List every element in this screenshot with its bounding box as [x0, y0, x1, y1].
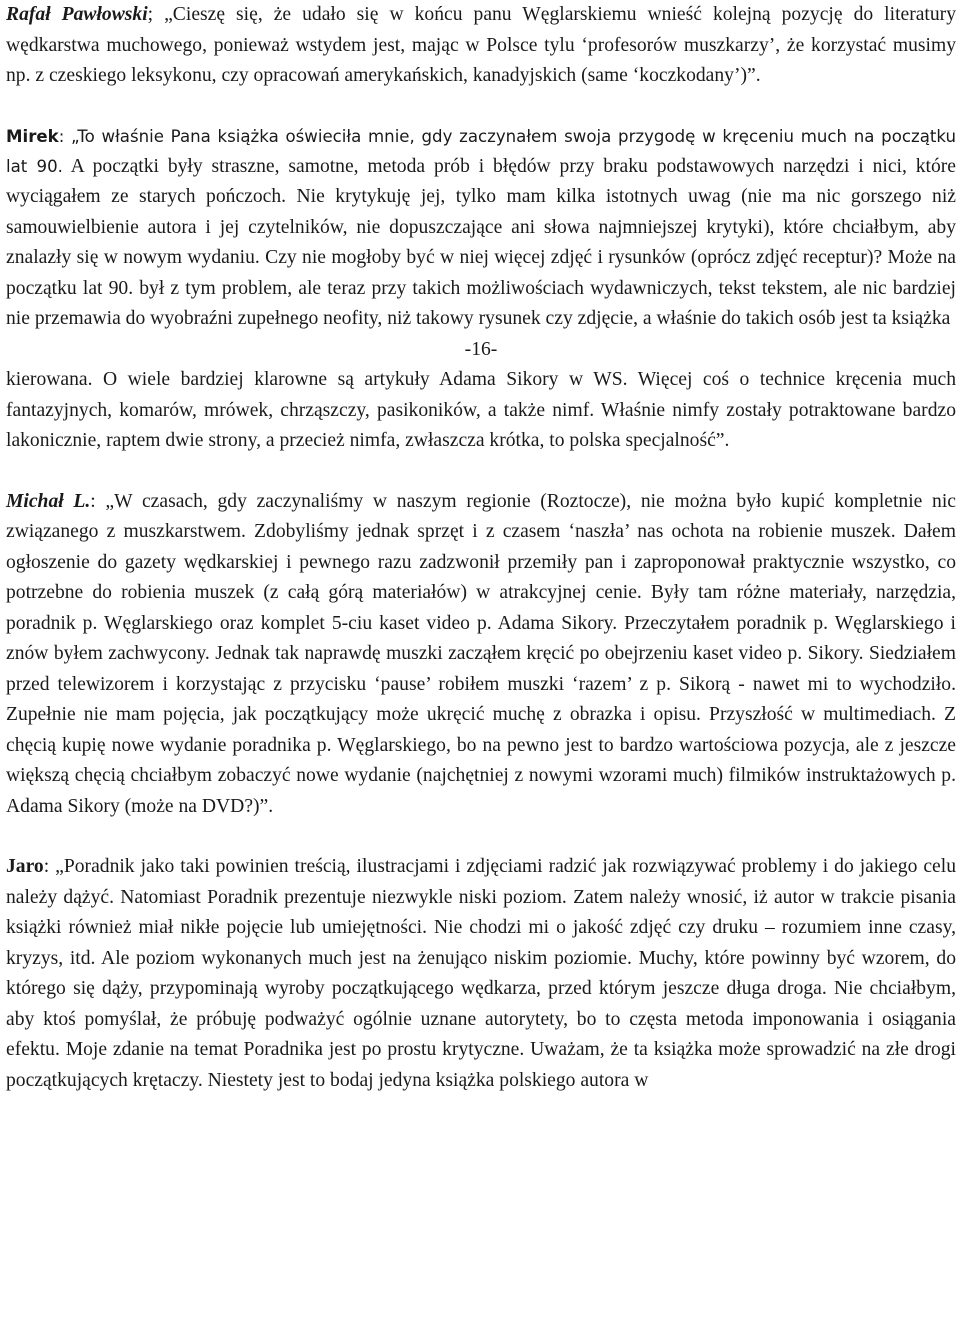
document-page: [6, 0, 956, 1096]
paragraph-text-sans: : „To właśnie Pana książka oświeciła mnie, gdy zaczynałem swoja przygodę w kręceniu much na początku lat 90.: [6, 126, 956, 176]
paragraph-text: kierowana. O wiele bardziej klarowne są artykuły Adama Sikory w WS. Więcej coś o technice kręcenia much fantazyjnych, komarów, mrówek, chrząszczy, pasikoników, a także nimf. Właśnie nimfy zostały potraktowane bardzo lakonicznie, raptem dwie strony, a przecież nimfa, zwłaszcza krótka, to polska specjalność”.: [6, 369, 956, 452]
paragraph-mirek-continued: [6, 365, 956, 457]
speaker-name: Rafał Pawłowski: [6, 4, 148, 25]
paragraph-michal: [6, 487, 956, 823]
paragraph-mirek: [6, 122, 956, 335]
speaker-name: Jaro: [6, 856, 44, 878]
paragraph-text: ; „Cieszę się, że udało się w końcu panu Węglarskiemu wnieść kolejną pozycję do literatury wędkarstwa muchowego, ponieważ wstydem jest, mając w Polsce tylu ‘profesorów muszkarzy’, że korzystać musimy np. z czeskiego leksykonu, czy opracowań amerykańskich, kanadyjskich (same ‘koczkodany’)”.: [6, 4, 956, 86]
page-number: -16-: [464, 338, 498, 360]
paragraph-jaro: [6, 852, 956, 1096]
paragraph-text: : „Poradnik jako taki powinien treścią, ilustracjami i zdjęciami radzić jak rozwiązywać problemy i do jakiego celu należy dążyć. Natomiast Poradnik prezentuje niezwykle niski poziom. Zatem należy wnosić, iż autor w trakcie pisania książki również miał nikłe pojęcie lub umiejętności. Nie chodzi mi o jakość zdjęć czy druku – rozumiem inne czasy, kryzys, itd. Ale poziom wykonanych much jest na żenująco niskim poziomie. Muchy, które powinny być wzorem, do którego się dąży, przypominają wyroby początkującego wędkarza, przed którym jeszcze długa droga. Nie chciałbym, aby ktoś pomyślał, że próbuję podważyć ogólnie uznane autorytety, bo to częsta metoda imponowania i osiągania efektu. Moje zdanie na temat Poradnika jest po prostu krytyczne. Uważam, że ta książka może sprowadzić na złe drogi początkujących krętaczy. Niestety jest to bodaj jedyna książka polskiego autora w: [6, 856, 956, 1091]
paragraph-rafal: [6, 0, 956, 92]
paragraph-text: : „W czasach, gdy zaczynaliśmy w naszym regionie (Roztocze), nie można było kupić kompletnie nic związanego z muszkarstwem. Zdobyliśmy jednak sprzęt i z czasem ‘naszła’ nas ochota na robienie muszek. Dałem ogłoszenie do gazety wędkarskiej i pewnego razu zadzwonił przemiły pan i zaproponował praktycznie wszystko, co potrzebne do robienia muszek (z całą górą materiałów) w atrakcyjnej cenie. Były tam różne materiały, narzędzia, poradnik p. Węglarskiego oraz komplet 5-ciu kaset video p. Adama Sikory. Przeczytałem poradnik p. Węglarskiego i znów byłem zachwycony. Jednak tak naprawdę muszki zacząłem kręcić po obejrzeniu kaset video p. Sikory. Siedziałem przed telewizorem i korzystając z przycisku ‘pause’ robiłem muszki ‘razem’ z p. Sikorą - nawet mi to wychodziło. Zupełnie nie mam pojęcia, jak początkujący może ukręcić muchę z obrazka i opisu. Przyszłość w multimediach. Z chęcią kupię nowe wydanie poradnika p. Węglarskiego, bo na pewno jest to bardzo wartościowa pozycja, ale z jeszcze większą chęcią chciałbym zobaczyć nowe wydanie (najchętniej z nowymi wzorami much) filmików instruktażowych p. Adama Sikory (może na DVD?)”.: [6, 490, 956, 817]
speaker-name: Mirek: [6, 126, 59, 146]
speaker-name: Michał L.: [6, 490, 91, 512]
paragraph-text-serif: A początki były straszne, samotne, metoda prób i błędów przy braku podstawowych narzędzi i nici, które wyciągałem ze starych pończoch. Nie krytykuję jej, tylko mam kilka istotnych uwag (nie ma nic gorszego niż samouwielbienie autora i jej czytelników, nie dopuszczające ani słowa najmniejszej krytyki), które chciałbym, aby znalazły się w nowym wydaniu. Czy nie mogłoby być w niej więcej zdjęć i rysunków (oprócz zdjęć receptur)? Może na początku lat 90. był z tym problem, ale teraz przy takich możliwościach wydawniczych, tekst tekstem, ale nic bardziej nie przemawia do wyobraźni zupełnego neofity, niż takowy rysunek czy zdjęcie, a właśnie do takich osób jest ta książka: [6, 155, 956, 330]
